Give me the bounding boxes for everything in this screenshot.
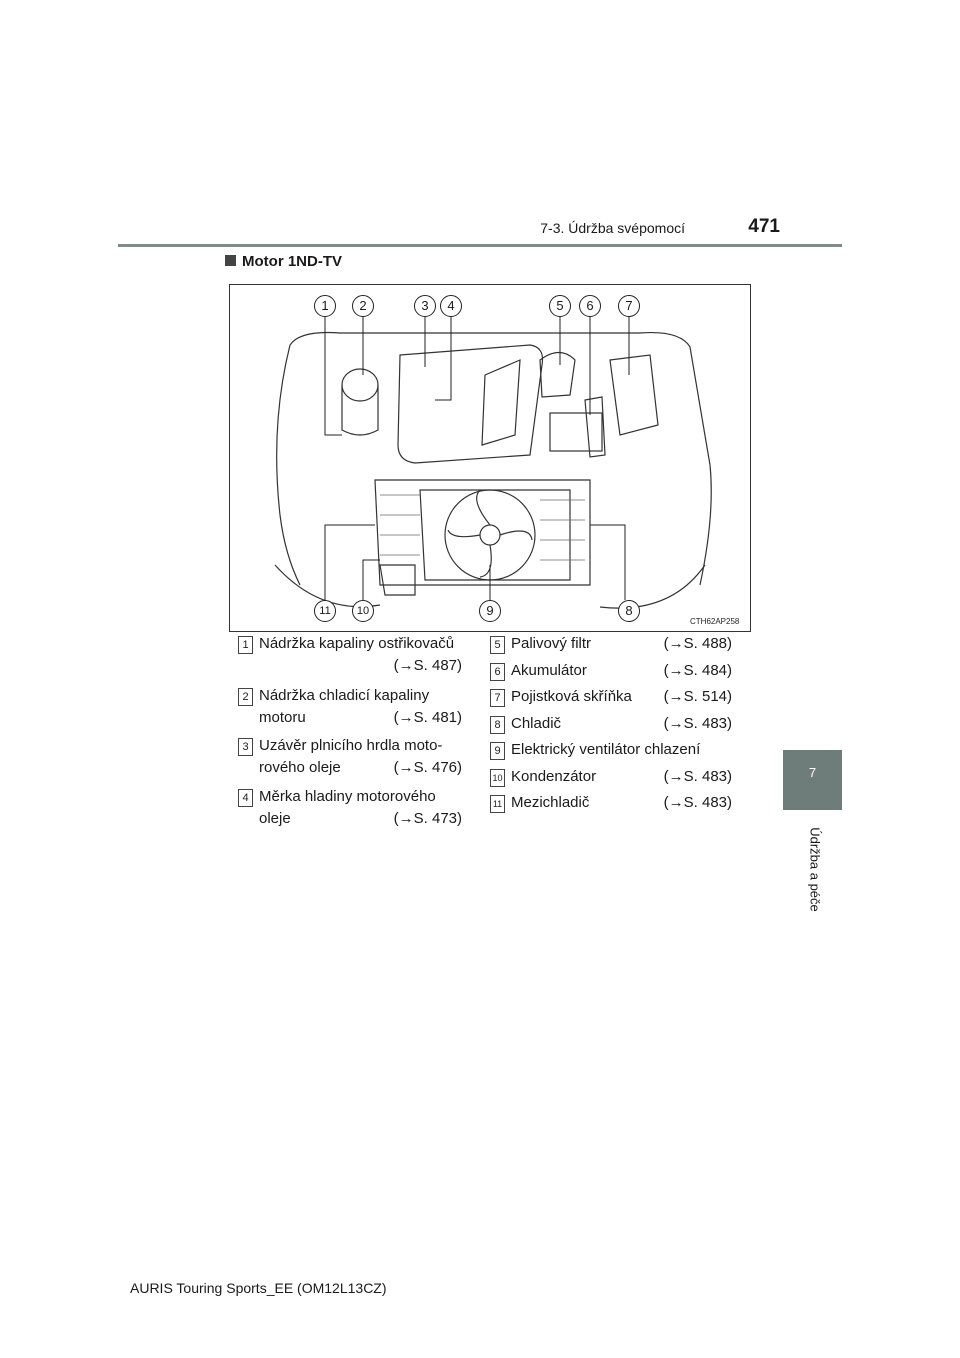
- legend-page-ref: (→S. 483): [663, 794, 732, 811]
- legend-item-6: [490, 661, 732, 688]
- chapter-tab-label: Údržba a péče: [807, 827, 823, 912]
- legend-item-1: [238, 634, 464, 686]
- legend-item-9: [490, 740, 732, 767]
- callout-9: 9: [479, 600, 501, 622]
- legend-item-2: [238, 686, 464, 736]
- legend-label-cont: oleje: [259, 810, 291, 827]
- legend-number: 2: [238, 688, 253, 706]
- legend-label: Chladič: [511, 714, 562, 732]
- legend-label: Nádržka kapaliny ostřikovačů: [259, 635, 455, 652]
- legend-page-ref: (→S. 476): [393, 759, 462, 776]
- legend-page-ref: (→S. 514): [663, 688, 732, 705]
- legend-number: 6: [490, 663, 505, 681]
- callout-5: 5: [549, 295, 571, 317]
- legend-item-11: [490, 793, 732, 820]
- callout-1: 1: [314, 295, 336, 317]
- legend-item-3: [238, 736, 464, 787]
- header-rule: [118, 244, 842, 247]
- legend-label-cont: rového oleje: [259, 759, 341, 776]
- legend-label: Mezichladič: [511, 794, 590, 811]
- legend-label: Měrka hladiny motorového: [259, 788, 436, 805]
- legend-number: 4: [238, 789, 253, 807]
- legend-item-5: [490, 634, 732, 661]
- legend-label: Akumulátor: [511, 661, 587, 679]
- figure-code: CTH62AP258: [690, 617, 740, 626]
- square-bullet-icon: [225, 255, 236, 266]
- legend-number: 3: [238, 738, 253, 756]
- chapter-tab: [783, 750, 842, 810]
- engine-bay-figure: [229, 284, 751, 632]
- section-title: [225, 253, 342, 270]
- legend-number: 11: [490, 795, 505, 813]
- legend-item-4: [238, 787, 464, 837]
- legend-page-ref: (→S. 488): [663, 635, 732, 652]
- legend-number: 1: [238, 636, 253, 654]
- callout-7: 7: [618, 295, 640, 317]
- callout-8: 8: [618, 600, 640, 622]
- page-number: 471: [748, 216, 780, 237]
- legend-item-10: [490, 767, 732, 794]
- callout-6: 6: [579, 295, 601, 317]
- legend-page-ref: (→S. 484): [663, 661, 732, 679]
- legend-label: Uzávěr plnicího hrdla moto-: [259, 737, 443, 754]
- legend-left: [238, 634, 464, 837]
- footer-text: AURIS Touring Sports_EE (OM12L13CZ): [130, 1280, 387, 1296]
- legend-item-7: [490, 687, 732, 714]
- callout-3: 3: [414, 295, 436, 317]
- legend-number: 5: [490, 636, 505, 654]
- legend-page-ref: (→S. 473): [393, 810, 462, 827]
- section-title-text: Motor 1ND-TV: [242, 253, 342, 270]
- legend-item-8: [490, 714, 732, 741]
- callout-11: 11: [314, 600, 336, 622]
- legend-page-ref: (→S. 487): [393, 657, 462, 674]
- callout-2: 2: [352, 295, 374, 317]
- chapter-tab-number: 7: [808, 765, 817, 780]
- legend-label: Elektrický ventilátor chlazení: [511, 741, 701, 758]
- legend-label: Kondenzátor: [511, 767, 597, 785]
- callout-10: 10: [352, 600, 374, 622]
- legend-number: 9: [490, 742, 505, 760]
- legend-page-ref: (→S. 483): [663, 714, 732, 732]
- callout-4: 4: [440, 295, 462, 317]
- legend-page-ref: (→S. 483): [663, 767, 732, 785]
- legend-label: Palivový filtr: [511, 635, 592, 652]
- legend-number: 8: [490, 716, 505, 734]
- legend-label: Nádržka chladicí kapaliny: [259, 687, 430, 704]
- legend-right: [490, 634, 732, 820]
- legend-page-ref: (→S. 481): [393, 709, 462, 726]
- running-header-title: 7-3. Údržba svépomocí: [540, 220, 685, 236]
- legend-number: 10: [490, 769, 505, 787]
- legend-label: Pojistková skříňka: [511, 688, 632, 705]
- legend-number: 7: [490, 689, 505, 707]
- legend-label-cont: motoru: [259, 709, 306, 726]
- engine-bay-illustration: [230, 285, 750, 631]
